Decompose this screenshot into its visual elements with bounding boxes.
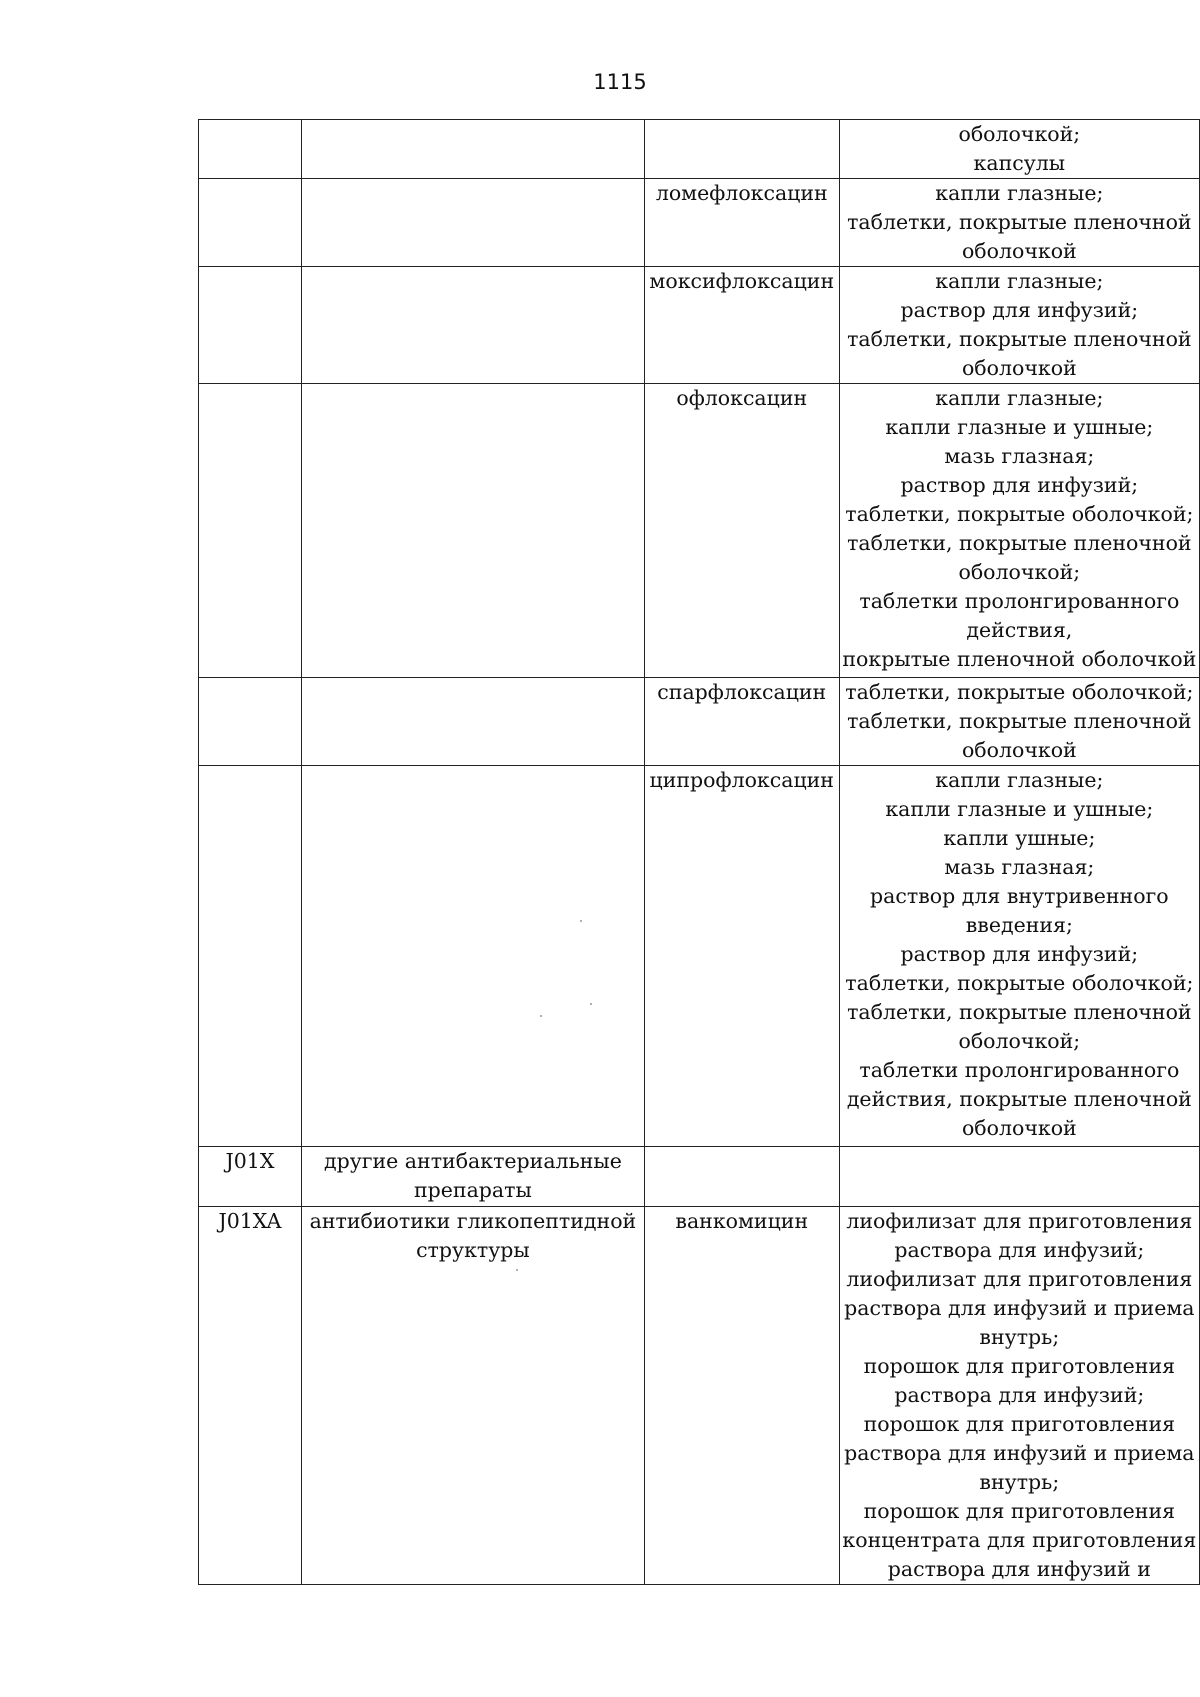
drug-name-cell: ципрофлоксацин	[644, 766, 839, 1147]
table-row	[199, 120, 1200, 179]
atc-code-cell	[199, 120, 302, 179]
table-row	[199, 267, 1200, 384]
table-row	[199, 678, 1200, 766]
page-number: 1115	[593, 70, 647, 94]
group-name-cell: другие антибактериальные препараты	[301, 1147, 644, 1207]
atc-code-cell	[199, 179, 302, 267]
dosage-forms-cell: таблетки, покрытые оболочкой; таблетки, покрытые пленочной оболочкой	[839, 678, 1199, 766]
drug-name-cell: офлоксацин	[644, 384, 839, 678]
dosage-forms-cell: оболочкой; капсулы	[839, 120, 1199, 179]
group-name-cell	[301, 766, 644, 1147]
dosage-forms-cell: капли глазные; таблетки, покрытые пленочной оболочкой	[839, 179, 1199, 267]
group-name-cell	[301, 179, 644, 267]
table-row	[199, 1207, 1200, 1585]
drug-table	[198, 119, 1200, 1585]
atc-code-cell	[199, 766, 302, 1147]
group-name-cell	[301, 384, 644, 678]
atc-code-cell: J01X	[199, 1147, 302, 1207]
table-row	[199, 179, 1200, 267]
atc-code-cell: J01XA	[199, 1207, 302, 1585]
scan-speck	[580, 920, 582, 922]
group-name-cell: антибиотики гликопептидной структуры	[301, 1207, 644, 1585]
scan-speck	[540, 1015, 542, 1017]
group-name-cell	[301, 678, 644, 766]
atc-code-cell	[199, 384, 302, 678]
atc-code-cell	[199, 678, 302, 766]
scan-speck	[516, 1269, 518, 1271]
table-row	[199, 1147, 1200, 1207]
dosage-forms-cell: капли глазные; капли глазные и ушные; мазь глазная; раствор для инфузий; таблетки, покрытые оболочкой; таблетки, покрытые пленочной оболочкой; таблетки пролонгированного действия, покрытые пленочной оболочкой	[839, 384, 1199, 678]
dosage-forms-cell: капли глазные; капли глазные и ушные; капли ушные; мазь глазная; раствор для внутривенного введения; раствор для инфузий; таблетки, покрытые оболочкой; таблетки, покрытые пленочной оболочкой; таблетки пролонгированного действия, покрытые пленочной оболочкой	[839, 766, 1199, 1147]
group-name-cell	[301, 267, 644, 384]
drug-name-cell: ломефлоксацин	[644, 179, 839, 267]
drug-name-cell: моксифлоксацин	[644, 267, 839, 384]
drug-name-cell	[644, 1147, 839, 1207]
scan-speck	[590, 1003, 592, 1005]
atc-code-cell	[199, 267, 302, 384]
dosage-forms-cell	[839, 1147, 1199, 1207]
table-row	[199, 766, 1200, 1147]
dosage-forms-cell: лиофилизат для приготовления раствора для инфузий; лиофилизат для приготовления раствора для инфузий и приема внутрь; порошок для приготовления раствора для инфузий; порошок для приготовления раствора для инфузий и приема внутрь; порошок для приготовления концентрата для приготовления раствора для инфузий и	[839, 1207, 1199, 1585]
drug-name-cell: спарфлоксацин	[644, 678, 839, 766]
table-row	[199, 384, 1200, 678]
drug-name-cell	[644, 120, 839, 179]
dosage-forms-cell: капли глазные; раствор для инфузий; таблетки, покрытые пленочной оболочкой	[839, 267, 1199, 384]
group-name-cell	[301, 120, 644, 179]
drug-name-cell: ванкомицин	[644, 1207, 839, 1585]
